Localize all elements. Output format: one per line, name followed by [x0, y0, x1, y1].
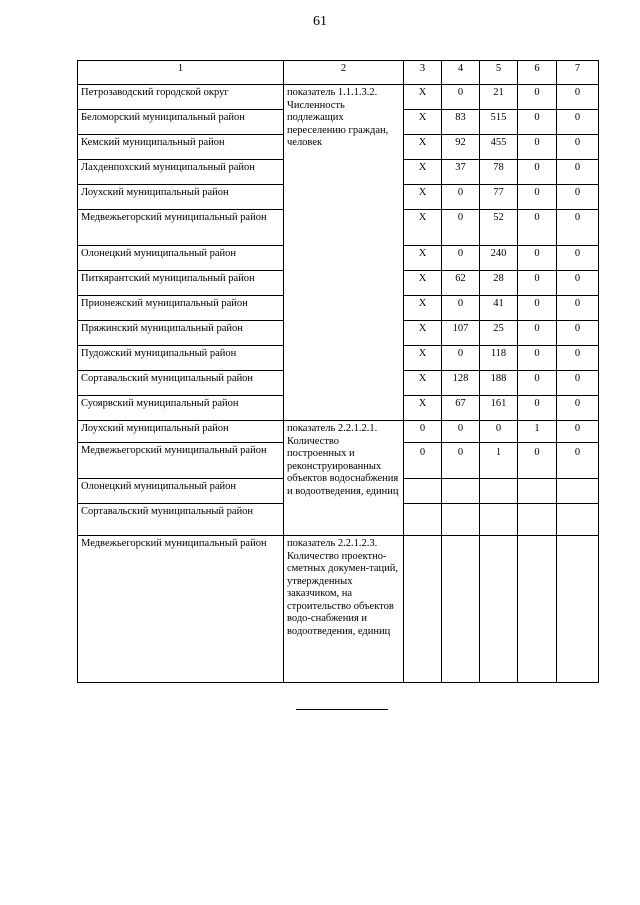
value-cell-c4: 107 [442, 321, 480, 346]
value-cell-c7: 0 [557, 396, 599, 421]
value-cell-c3 [404, 536, 442, 683]
value-cell-c4: 37 [442, 160, 480, 185]
value-cell-c5: 41 [480, 296, 518, 321]
value-cell-c3: X [404, 246, 442, 271]
value-cell-c3: X [404, 396, 442, 421]
value-cell-c4: 128 [442, 371, 480, 396]
value-cell-c4: 92 [442, 135, 480, 160]
value-cell-c6 [518, 479, 557, 504]
municipality-name: Олонецкий муниципальный район [78, 246, 284, 271]
value-cell-c6: 0 [518, 160, 557, 185]
municipality-name: Петрозаводский городской округ [78, 85, 284, 110]
municipality-name: Пудожский муниципальный район [78, 346, 284, 371]
value-cell-c6: 1 [518, 421, 557, 443]
value-cell-c5: 118 [480, 346, 518, 371]
value-cell-c4: 0 [442, 346, 480, 371]
value-cell-c3: X [404, 321, 442, 346]
municipality-name: Пряжинский муниципальный район [78, 321, 284, 346]
municipality-name: Беломорский муниципальный район [78, 110, 284, 135]
municipality-name: Кемский муниципальный район [78, 135, 284, 160]
value-cell-c5: 25 [480, 321, 518, 346]
page-number: 61 [313, 14, 327, 29]
value-cell-c5: 21 [480, 85, 518, 110]
value-cell-c5: 1 [480, 443, 518, 479]
table-row [78, 536, 599, 683]
value-cell-c4: 67 [442, 396, 480, 421]
data-table [77, 60, 599, 683]
value-cell-c5 [480, 536, 518, 683]
value-cell-c5: 77 [480, 185, 518, 210]
value-cell-c4: 0 [442, 246, 480, 271]
table-row [78, 85, 599, 110]
column-header: 1 [78, 61, 284, 85]
value-cell-c6: 0 [518, 271, 557, 296]
value-cell-c7: 0 [557, 443, 599, 479]
value-cell-c3: X [404, 271, 442, 296]
value-cell-c7: 0 [557, 85, 599, 110]
value-cell-c3: X [404, 185, 442, 210]
municipality-name: Сортавальский муниципальный район [78, 371, 284, 396]
value-cell-c7 [557, 504, 599, 536]
value-cell-c6 [518, 536, 557, 683]
value-cell-c3: X [404, 210, 442, 246]
value-cell-c7 [557, 536, 599, 683]
value-cell-c3: X [404, 296, 442, 321]
value-cell-c4: 0 [442, 185, 480, 210]
value-cell-c5: 52 [480, 210, 518, 246]
value-cell-c3: X [404, 85, 442, 110]
value-cell-c7: 0 [557, 421, 599, 443]
value-cell-c6: 0 [518, 443, 557, 479]
value-cell-c6: 0 [518, 346, 557, 371]
value-cell-c4: 0 [442, 210, 480, 246]
value-cell-c5: 515 [480, 110, 518, 135]
value-cell-c7: 0 [557, 321, 599, 346]
indicator-description: показатель 2.2.1.2.3. Количество проектно-сметных докумен-таций, утвержденных заказчиком, на строительство объектов водо-снабжения и водоотведения, единиц [284, 536, 404, 683]
value-cell-c5: 188 [480, 371, 518, 396]
value-cell-c6: 0 [518, 110, 557, 135]
value-cell-c5: 78 [480, 160, 518, 185]
value-cell-c4: 0 [442, 296, 480, 321]
value-cell-c6: 0 [518, 246, 557, 271]
municipality-name: Медвежьегорский муниципальный район [78, 210, 284, 246]
municipality-name: Медвежьегорский муниципальный район [78, 443, 284, 479]
municipality-name: Сортавальский муниципальный район [78, 504, 284, 536]
footer-divider [296, 709, 388, 710]
value-cell-c6: 0 [518, 135, 557, 160]
municipality-name: Лоухский муниципальный район [78, 421, 284, 443]
value-cell-c3: 0 [404, 421, 442, 443]
value-cell-c5: 240 [480, 246, 518, 271]
value-cell-c3: X [404, 346, 442, 371]
value-cell-c3: X [404, 110, 442, 135]
municipality-name: Суоярвский муниципальный район [78, 396, 284, 421]
value-cell-c6: 0 [518, 185, 557, 210]
value-cell-c3 [404, 479, 442, 504]
value-cell-c3: X [404, 160, 442, 185]
value-cell-c7: 0 [557, 271, 599, 296]
value-cell-c7 [557, 479, 599, 504]
value-cell-c4: 0 [442, 443, 480, 479]
column-header: 7 [557, 61, 599, 85]
value-cell-c6 [518, 504, 557, 536]
municipality-name: Лоухский муниципальный район [78, 185, 284, 210]
value-cell-c5 [480, 479, 518, 504]
municipality-name: Прионежский муниципальный район [78, 296, 284, 321]
value-cell-c7: 0 [557, 371, 599, 396]
value-cell-c4: 0 [442, 85, 480, 110]
value-cell-c5 [480, 504, 518, 536]
value-cell-c7: 0 [557, 185, 599, 210]
value-cell-c6: 0 [518, 321, 557, 346]
municipality-name: Лахденпохский муниципальный район [78, 160, 284, 185]
value-cell-c6: 0 [518, 396, 557, 421]
municipality-name: Питкярантский муниципальный район [78, 271, 284, 296]
value-cell-c4: 62 [442, 271, 480, 296]
value-cell-c7: 0 [557, 346, 599, 371]
municipality-name: Олонецкий муниципальный район [78, 479, 284, 504]
value-cell-c5: 161 [480, 396, 518, 421]
column-header: 6 [518, 61, 557, 85]
municipality-name: Медвежьегорский муниципальный район [78, 536, 284, 683]
value-cell-c4 [442, 479, 480, 504]
header-row [78, 61, 599, 85]
value-cell-c4: 0 [442, 421, 480, 443]
value-cell-c7: 0 [557, 110, 599, 135]
value-cell-c3: 0 [404, 443, 442, 479]
value-cell-c5: 0 [480, 421, 518, 443]
value-cell-c5: 28 [480, 271, 518, 296]
value-cell-c3 [404, 504, 442, 536]
value-cell-c4 [442, 536, 480, 683]
indicator-description: показатель 2.2.1.2.1. Количество построенных и реконструированных объектов водоснабжения и водоотведения, единиц [284, 421, 404, 536]
value-cell-c4 [442, 504, 480, 536]
value-cell-c6: 0 [518, 296, 557, 321]
column-header: 5 [480, 61, 518, 85]
value-cell-c5: 455 [480, 135, 518, 160]
value-cell-c7: 0 [557, 296, 599, 321]
column-header: 3 [404, 61, 442, 85]
value-cell-c6: 0 [518, 371, 557, 396]
value-cell-c7: 0 [557, 246, 599, 271]
column-header: 4 [442, 61, 480, 85]
value-cell-c7: 0 [557, 135, 599, 160]
indicator-description: показатель 1.1.1.3.2. Численность подлежащих переселению граждан, человек [284, 85, 404, 421]
value-cell-c6: 0 [518, 210, 557, 246]
value-cell-c7: 0 [557, 210, 599, 246]
value-cell-c3: X [404, 371, 442, 396]
value-cell-c3: X [404, 135, 442, 160]
value-cell-c6: 0 [518, 85, 557, 110]
value-cell-c4: 83 [442, 110, 480, 135]
value-cell-c7: 0 [557, 160, 599, 185]
column-header: 2 [284, 61, 404, 85]
table-row [78, 421, 599, 443]
